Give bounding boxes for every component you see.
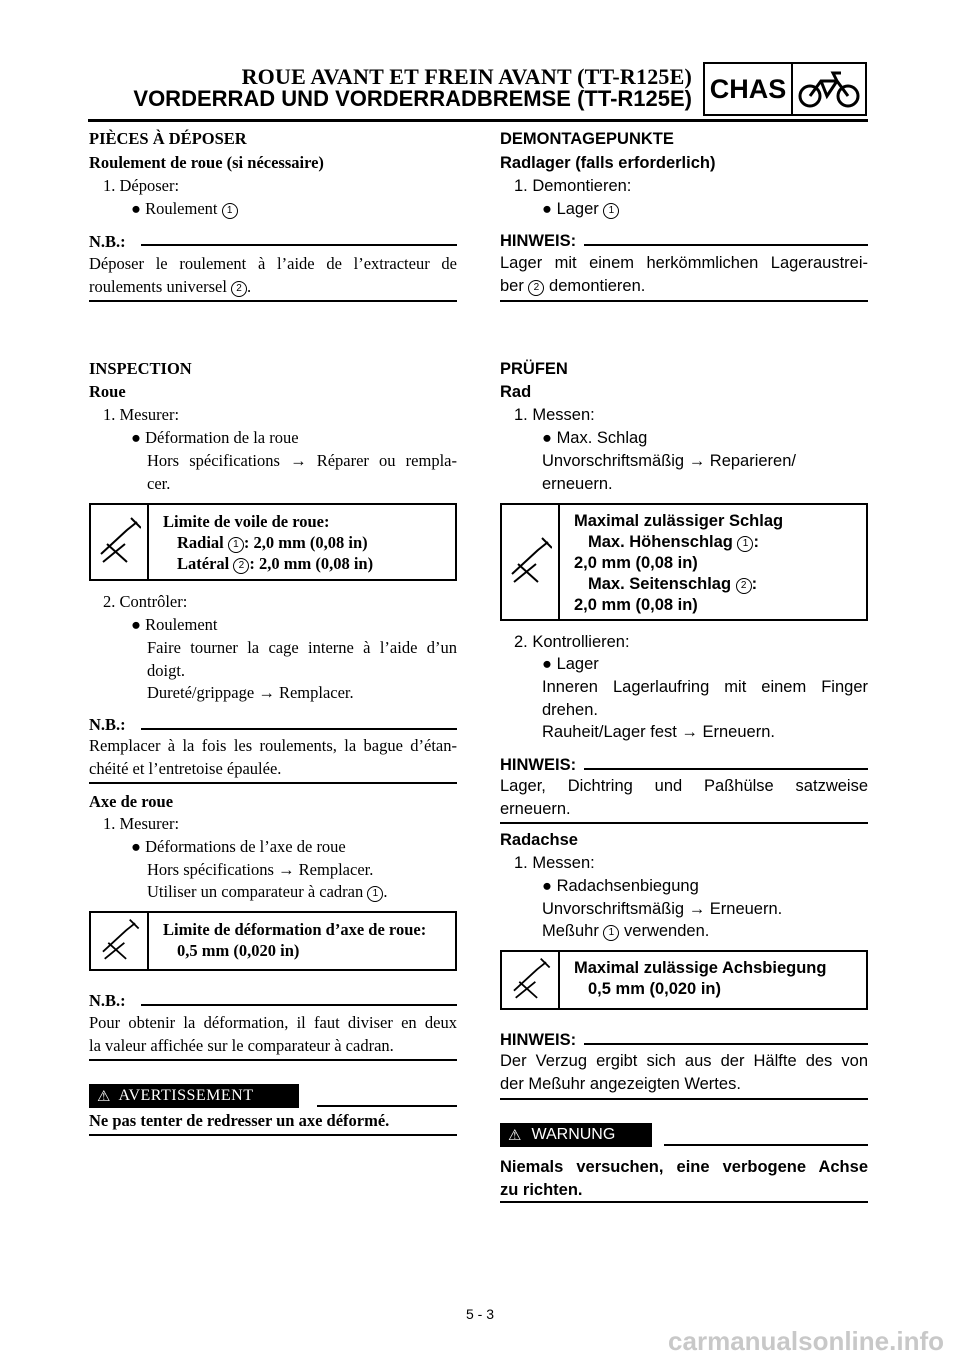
fr-roue: Roue xyxy=(89,382,126,401)
fr-check: 2. Contrôler: xyxy=(103,592,188,611)
de-note3-rule xyxy=(584,1043,868,1045)
de-warning-badge: ⚠ WARNUNG xyxy=(500,1123,652,1147)
fr-warning-rule xyxy=(317,1105,457,1107)
warning-triangle-icon: ⚠ xyxy=(508,1127,522,1144)
fr-note2-rule xyxy=(141,728,457,730)
fr-spec-box-axle xyxy=(89,911,457,971)
de-spec1-lateral-val: 2,0 mm (0,08 in) xyxy=(574,596,698,614)
de-note-label: HINWEIS: xyxy=(500,232,577,250)
de-step-remove: 1. Demontieren: xyxy=(514,177,632,195)
fr-note1-line1: Déposer le roulement à l’aide de l’extracteur de xyxy=(89,254,457,273)
fr-spec1-radial: Radial 1 : 2,0 mm (0,08 in) xyxy=(177,533,368,552)
de-spec1-lateral: Max. Seitenschlag 2 : xyxy=(588,575,758,593)
german-column xyxy=(500,0,868,1358)
fr-note2-line2: chéité et l’entretoise épaulée. xyxy=(89,759,282,778)
de-warning-line1: Niemals versuchen, eine verbogene Achse xyxy=(500,1158,868,1176)
de-note2-line1: Lager, Dichtring und Paßhülse satzweise xyxy=(500,777,868,795)
de-inspection-heading: PRÜFEN xyxy=(500,360,568,378)
de-turn-1: Inneren Lagerlaufring mit einem Finger xyxy=(542,678,868,696)
page-number: 5 - 3 xyxy=(465,1306,494,1322)
fr-spec2-val: 0,5 mm (0,020 in) xyxy=(177,941,300,960)
de-spec-box-wheel xyxy=(500,503,868,621)
fr-out-spec-2: cer. xyxy=(147,474,171,493)
de-axle: Radachse xyxy=(500,831,578,849)
fr-axle: Axe de roue xyxy=(89,792,174,811)
de-turn-2: drehen. xyxy=(542,701,598,719)
fr-warning-text: Ne pas tenter de redresser un axe déformé. xyxy=(89,1111,390,1130)
fr-note3-rule xyxy=(141,1004,457,1006)
de-note3-line2: der Meßuhr angezeigten Wertes. xyxy=(500,1075,741,1093)
fr-spec1-title: Limite de voile de roue: xyxy=(163,512,330,531)
title-french: ROUE AVANT ET FREIN AVANT (TT-R125E) xyxy=(241,64,692,89)
fr-turn-2: doigt. xyxy=(147,661,186,680)
fr-turn-1: Faire tourner la cage interne à l’aide d’un xyxy=(147,638,457,657)
fr-note3-line1: Pour obtenir la déformation, il faut diviser en deux xyxy=(89,1013,457,1032)
de-rad: Rad xyxy=(500,383,532,401)
fr-spec-box-wheel xyxy=(89,503,457,581)
section-tag: CHAS xyxy=(705,64,793,114)
fr-bearing-item: ● Roulement 1 xyxy=(131,198,238,220)
de-removal-heading: DEMONTAGEPUNKTE xyxy=(500,130,674,148)
de-spec1-radial: Max. Höhenschlag 1 : xyxy=(588,533,759,551)
fr-step-remove: 1. Déposer: xyxy=(103,176,180,195)
de-warning-line2: zu richten. xyxy=(500,1181,583,1199)
de-note3-line1: Der Verzug ergibt sich aus der Hälfte des von xyxy=(500,1052,868,1070)
de-note2-label: HINWEIS: xyxy=(500,756,577,774)
de-note-end-rule xyxy=(500,300,868,302)
de-spec1-radial-val: 2,0 mm (0,08 in) xyxy=(574,554,698,572)
de-spec-box-axle xyxy=(500,950,868,1010)
de-spec2-title: Maximal zulässige Achsbiegung xyxy=(574,959,827,977)
fr-note2-end-rule xyxy=(89,782,457,784)
caliper-icon xyxy=(91,505,149,579)
fr-replace: Hors spécifications → Remplacer. xyxy=(147,860,374,879)
watermark: carmanualsonline.info xyxy=(668,1326,944,1356)
de-measure: 1. Messen: xyxy=(514,406,595,424)
de-spec2-val: 0,5 mm (0,020 in) xyxy=(588,980,721,998)
fr-note3-line2: la valeur affichée sur le comparateur à cadran. xyxy=(89,1036,394,1055)
fr-spec2-title: Limite de déformation d’axe de roue: xyxy=(163,920,427,939)
french-column xyxy=(89,0,457,1358)
fr-spec1-lateral: Latéral 2 : 2,0 mm (0,08 in) xyxy=(177,554,374,573)
de-out-spec-2: erneuern. xyxy=(542,475,613,493)
de-note2-rule xyxy=(584,768,868,770)
fr-note-rule xyxy=(141,244,457,246)
fr-wheel-bearing: Roulement de roue (si nécessaire) xyxy=(89,153,324,172)
fr-note2-line1: Remplacer à la fois les roulements, la bague d’étan- xyxy=(89,736,457,755)
fr-warning-end-rule xyxy=(89,1134,457,1136)
fr-note2-label: N.B.: xyxy=(89,715,126,734)
fr-measure: 1. Mesurer: xyxy=(103,405,180,424)
de-roughness: Rauheit/Lager fest → Erneuern. xyxy=(542,723,775,741)
de-runout: ● Max. Schlag xyxy=(542,429,648,447)
de-note2-line2: erneuern. xyxy=(500,800,571,818)
fr-measure2: 1. Mesurer: xyxy=(103,814,180,833)
de-note-rule xyxy=(584,244,868,246)
fr-deformation: ● Déformation de la roue xyxy=(131,428,299,447)
de-bearing-item: ● Lager 1 xyxy=(542,198,619,220)
de-replace: Unvorschriftsmäßig → Erneuern. xyxy=(542,900,783,918)
de-measure2: 1. Messen: xyxy=(514,854,595,872)
caliper-icon xyxy=(502,952,560,1008)
fr-note-label: N.B.: xyxy=(89,232,126,251)
de-bearing2: ● Lager xyxy=(542,655,599,673)
fr-out-spec-1: Hors spécifications → Réparer ou rempla- xyxy=(147,451,457,470)
fr-roughness: Dureté/grippage → Remplacer. xyxy=(147,683,354,702)
fr-removal-heading: PIÈCES À DÉPOSER xyxy=(89,129,247,148)
de-out-spec-1: Unvorschriftsmäßig → Reparieren/ xyxy=(542,452,796,470)
fr-inspection-heading: INSPECTION xyxy=(89,359,192,378)
de-use-gauge: Meßuhr 1 verwenden. xyxy=(542,922,710,940)
de-spec1-title: Maximal zulässiger Schlag xyxy=(574,512,784,530)
fr-note1-line2: roulements universel 2 . xyxy=(89,277,252,296)
de-note1-line2: ber 2 demontieren. xyxy=(500,277,646,295)
de-check: 2. Kontrollieren: xyxy=(514,633,630,651)
de-note3-label: HINWEIS: xyxy=(500,1031,577,1049)
title-german: VORDERRAD UND VORDERRADBREMSE (TT-R125E) xyxy=(133,86,692,111)
de-warning-end-rule xyxy=(500,1201,868,1203)
caliper-icon xyxy=(91,913,149,969)
fr-warning-badge: ⚠ AVERTISSEMENT xyxy=(89,1084,299,1108)
de-note3-end-rule xyxy=(500,1098,868,1100)
de-warning-rule xyxy=(664,1144,868,1146)
fr-note3-label: N.B.: xyxy=(89,991,126,1010)
caliper-icon xyxy=(502,505,560,619)
de-wheel-bearing: Radlager (falls erforderlich) xyxy=(500,154,716,172)
de-note1-line1: Lager mit einem herkömmlichen Lageraustrei- xyxy=(500,254,868,272)
de-axle-bend: ● Radachsenbiegung xyxy=(542,877,699,895)
fr-use-gauge: Utiliser un comparateur à cadran 1 . xyxy=(147,882,388,901)
fr-note3-end-rule xyxy=(89,1059,457,1061)
fr-axle-def: ● Déformations de l’axe de roue xyxy=(131,837,346,856)
de-note2-end-rule xyxy=(500,822,868,824)
fr-bearing2: ● Roulement xyxy=(131,615,218,634)
warning-triangle-icon: ⚠ xyxy=(97,1088,111,1105)
fr-note-end-rule xyxy=(89,300,457,302)
